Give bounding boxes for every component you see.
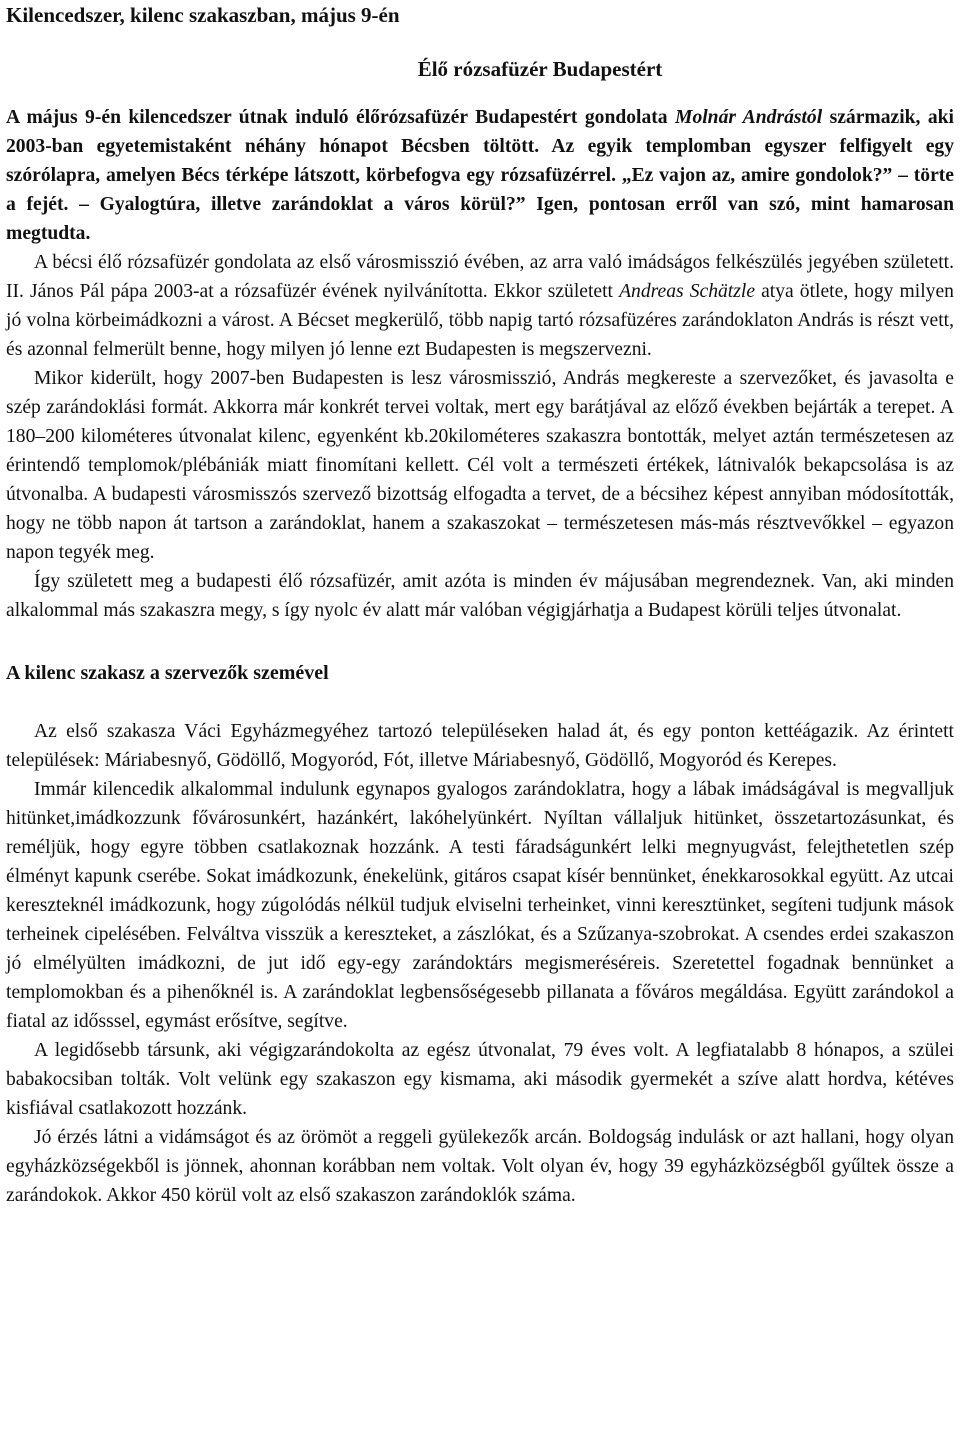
paragraph-pilgrimage-experience: Immár kilencedik alkalommal indulunk egynapos gyalogos zarándoklatra, hogy a lábak imádságával is megvalljuk hitünket,imádkozzunk fővárosunkért, hazánkért, lakóhelyünkért. Nyíltan vállaljuk hitünket, összetartozásunkat, és reméljük, hogy egyre többen csatlakoznak hozzánk. A testi fáradságunkért lelki megnyugvást, felejthetetlen szép élményt kapunk cserébe. Sokat imádkozunk, énekelünk, gitáros csapat kísér bennünket, énekkarosokkal együtt. Az utcai kereszteknél imádkozunk, hogy zúgolódás nélkül tudjuk elviselni terheinket, vinni keresztünket, segíteni tudjunk mások terheinek cipelésében. Felváltva visszük a kereszteket, a zászlókat, és a Szűzanya-szobrokat. A csendes erdei szakaszon jó elmélyülten imádkozni, de jut idő egy-egy zarándoktárs megismeréséreis. Szeretettel fogadnak bennünket a templomokban és a pihenőknél is. A zarándoklat legbensőségesebb pillanata a főváros megáldása. Együtt zarándokol a fiatal az idősssel, egymást erősítve, segítve. xyxy=(6,779,954,1032)
intro-text-start: A május 9-én kilencedszer útnak induló élőrózsafüzér Budapestért gondolata xyxy=(6,107,676,128)
paragraph-vienna-text-end: atya ötlete, hogy milyen jó volna körbeimádkozni a várost. A Bécset megkerülő, több napig tartó rózsafüzéres zarándoklaton András is részt vett, és azonnal felmerült benne, hogy milyen jó lenne ezt Budapesten is megszervezni. xyxy=(6,281,954,360)
paragraph-vienna-origin xyxy=(6,248,954,364)
document-title: Kilencedszer, kilenc szakaszban, május 9-én xyxy=(6,3,400,27)
paragraph-participants: A legidősebb társunk, aki végigzarándokolta az egész útvonalat, 79 éves volt. A legfiatalabb 8 hónapos, a szülei babakocsiban tolták. Volt velünk egy szakaszon egy kismama, aki második gyermekét a szíve alatt hordva, kétéves kisfiával csatlakozott hozzánk. xyxy=(6,1040,954,1119)
paragraph-annual-event: Így született meg a budapesti élő rózsafüzér, amit azóta is minden év májusában megrendeznek. Van, aki minden alkalommal más szakaszra megy, s így nyolc év alatt már valóban végigjárhatja a Budapest körüli teljes útvonalat. xyxy=(6,571,954,621)
paragraph-first-section: Az első szakasza Váci Egyházmegyéhez tartozó településeken halad át, és egy ponton kettéágazik. Az érintett települések: Máriabesnyő, Gödöllő, Mogyoród, Fót, illetve Máriabesnyő, Gödöllő, Mogyoród és Kerepes. xyxy=(6,721,954,771)
intro-name: Molnár Andrástól xyxy=(675,107,823,128)
intro-paragraph xyxy=(6,103,954,248)
paragraph-budapest-planning: Mikor kiderült, hogy 2007-ben Budapesten is lesz városmisszió, András megkereste a szervezőket, és javasolta e szép zarándoklási formát. Akkorra már konkrét tervei voltak, mert egy barátjával az előző években bejárták a terepet. A 180–200 kilométeres útvonalat kilenc, egyenként kb.20kilométeres szakaszra bontották, melyet aztán természetesen az érintendő templomok/plébániák miatt finomítani kellett. Cél volt a természeti értékek, látnivalók bekapcsolása is az útvonalba. A budapesti városmisszós szervező bizottság elfogadta a tervet, de a bécsihez képest annyiban módosították, hogy ne több napon át tartson a zarándoklat, hanem a szakaszokat – természetesen más-más résztvevőkkel – egyazon napon tegyék meg. xyxy=(6,368,954,563)
paragraph-vienna-name: Andreas Schätzle xyxy=(619,281,756,302)
document-subtitle: Élő rózsafüzér Budapestért xyxy=(417,57,663,81)
section-heading: A kilenc szakasz a szervezők szemével xyxy=(6,662,329,684)
paragraph-vienna-text-start: A bécsi élő rózsafüzér gondolata az első városmisszió évében, az arra való imádságos felkészülés jegyében született. II. János Pál pápa 2003-at a rózsafüzér évének nyilvánította. Ekkor született xyxy=(6,252,954,302)
paragraph-joy: Jó érzés látni a vidámságot és az örömöt a reggeli gyülekezők arcán. Boldogság indulásk or azt hallani, hogy olyan egyházközségekből is jönnek, ahonnan korábban nem voltak. Volt olyan év, hogy 39 egyházközségből gyűltek össze a zarándokok. Akkor 450 körül volt az első szakaszon zarándoklók száma. xyxy=(6,1127,954,1206)
intro-text-end: származik, aki 2003-ban egyetemistaként néhány hónapot Bécsben töltött. Az egyik templomban egyszer felfigyelt egy szórólapra, amelyen Bécs térképe látszott, körbefogva egy rózsafüzérrel. „Ez vajon az, amire gondolok?” – törte a fejét. – Gyalogtúra, illetve zarándoklat a város körül?” Igen, pontosan erről van szó, mint hamarosan megtudta. xyxy=(6,107,954,244)
